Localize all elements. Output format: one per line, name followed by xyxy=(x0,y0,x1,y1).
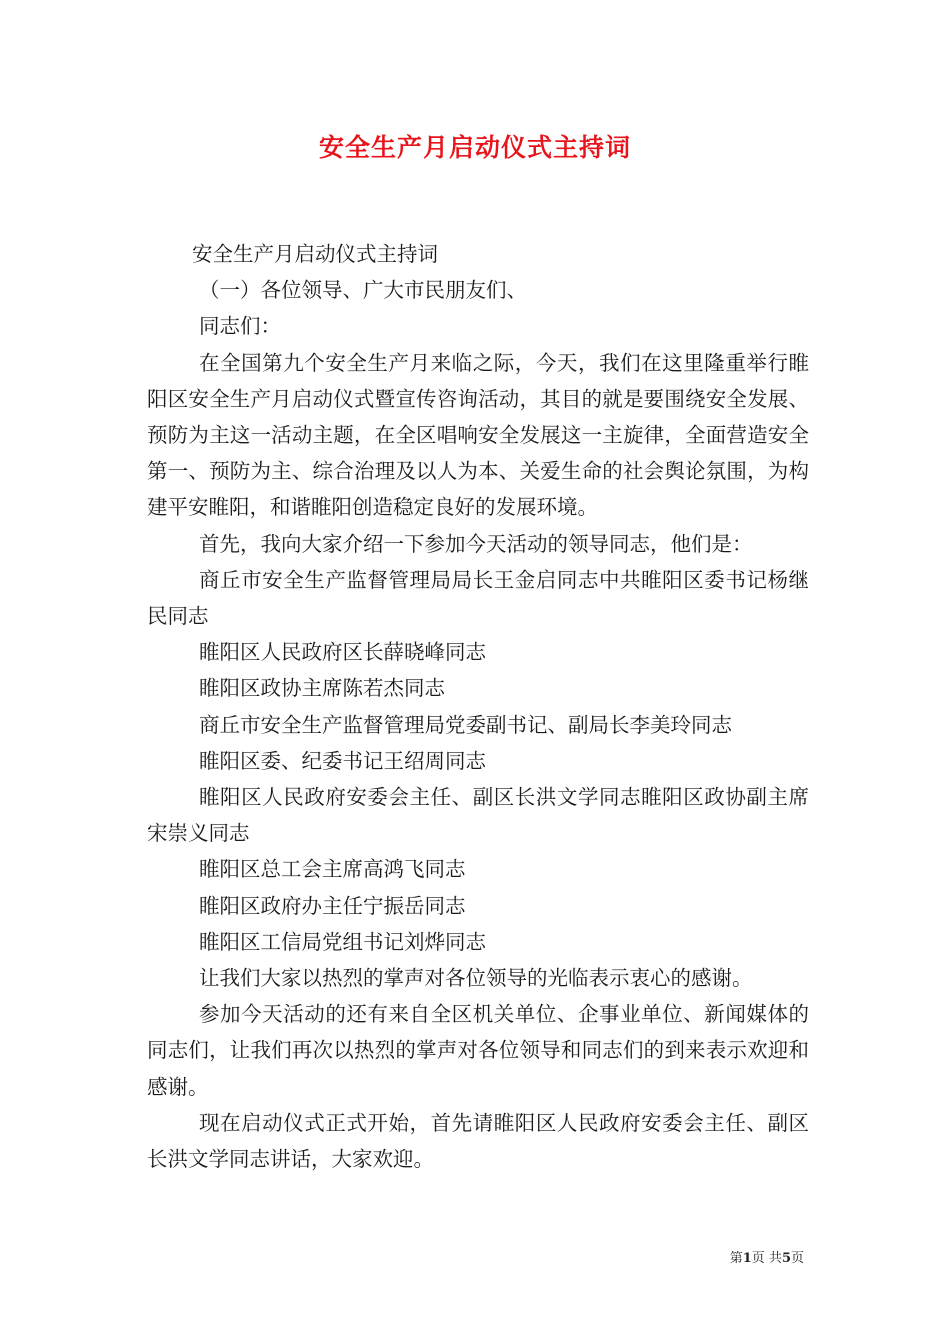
paragraph: 商丘市安全生产监督管理局局长王金启同志中共睢阳区委书记杨继民同志 xyxy=(147,567,809,629)
paragraph: 在全国第九个安全生产月来临之际，今天，我们在这里隆重举行睢阳区安全生产月启动仪式暨宣传咨询活动，其目的就是要围绕安全发展、预防为主这一活动主题，在全区唱响安全发展这一主旋律，全面营造安全第一、预防为主、综合治理及以人为本、关爱生命的社会舆论氛围，为构建平安睢阳，和谐睢阳创造稳定良好的发展环境。 xyxy=(147,350,809,520)
footer-suffix: 页 xyxy=(790,1251,804,1266)
paragraph: 睢阳区人民政府区长薛晓峰同志 xyxy=(199,640,486,665)
paragraph: 睢阳区工信局党组书记刘烨同志 xyxy=(199,929,486,954)
footer-middle: 页 共 xyxy=(751,1251,782,1266)
paragraph: 睢阳区委、纪委书记王绍周同志 xyxy=(199,748,486,773)
page-footer xyxy=(730,1247,804,1266)
paragraph: 安全生产月启动仪式主持词 xyxy=(192,242,438,266)
paragraph: 睢阳区政府办主任宁振岳同志 xyxy=(199,893,466,918)
document-title: 安全生产月启动仪式主持词 xyxy=(318,133,631,162)
paragraph: 睢阳区人民政府安委会主任、副区长洪文学同志睢阳区政协副主席宋崇义同志 xyxy=(147,785,809,846)
paragraph: 现在启动仪式正式开始，首先请睢阳区人民政府安委会主任、副区长洪文学同志讲话，大家欢迎。 xyxy=(147,1110,809,1172)
paragraph: 让我们大家以热烈的掌声对各位领导的光临表示衷心的感谢。 xyxy=(199,966,753,991)
paragraph: 睢阳区总工会主席高鸿飞同志 xyxy=(199,857,466,882)
paragraph: 参加今天活动的还有来自全区机关单位、企事业单位、新闻媒体的同志们，让我们再次以热烈的掌声对各位领导和同志们的到来表示欢迎和感谢。 xyxy=(147,1002,809,1099)
paragraph: 首先，我向大家介绍一下参加今天活动的领导同志，他们是： xyxy=(199,531,753,556)
total-page-number: 5 xyxy=(781,1251,791,1266)
footer-prefix: 第 xyxy=(729,1251,743,1266)
current-page-number: 1 xyxy=(742,1251,752,1266)
paragraph: 商丘市安全生产监督管理局党委副书记、副局长李美玲同志 xyxy=(199,712,732,737)
paragraph: （一）各位领导、广大市民朋友们、 xyxy=(199,278,527,303)
document-body xyxy=(147,236,809,1177)
paragraph: 睢阳区政协主席陈若杰同志 xyxy=(199,676,445,701)
paragraph: 同志们： xyxy=(199,314,281,339)
